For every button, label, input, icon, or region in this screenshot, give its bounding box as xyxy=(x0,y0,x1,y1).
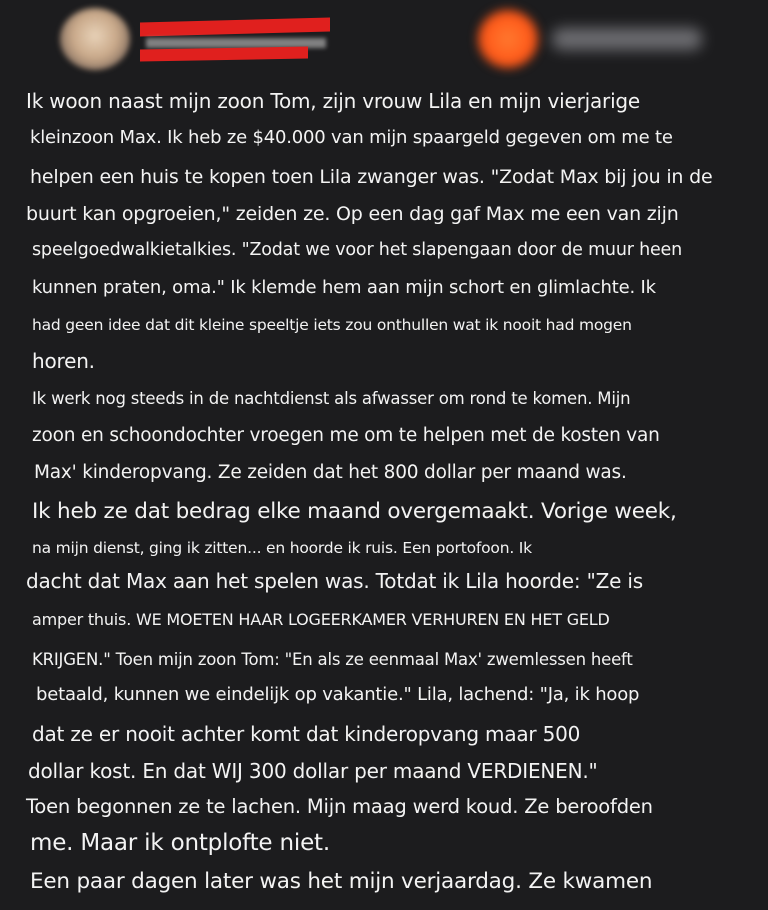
post-text-line: dacht dat Max aan het spelen was. Totdat ik Lila hoorde: "Ze is xyxy=(26,569,643,593)
post-text-line: buurt kan opgroeien," zeiden ze. Op een dag gaf Max me een van zijn xyxy=(26,203,679,225)
post-text-line: dat ze er nooit achter komt dat kinderopvang maar 500 xyxy=(32,722,581,746)
post-text-line: Ik heb ze dat bedrag elke maand overgemaakt. Vorige week, xyxy=(32,499,677,524)
post-text-line: zoon en schoondochter vroegen me om te helpen met de kosten van xyxy=(32,425,660,446)
post-text-line: KRIJGEN." Toen mijn zoon Tom: "En als ze eenmaal Max' zwemlessen heeft xyxy=(32,650,633,669)
post-text-line: kunnen praten, oma." Ik klemde hem aan mijn schort en glimlachte. Ik xyxy=(32,277,656,298)
post-text-line: horen. xyxy=(32,349,95,373)
post-text-line: helpen een huis te kopen toen Lila zwanger was. "Zodat Max bij jou in de xyxy=(30,166,713,188)
post-text-line: Max' kinderopvang. Ze zeiden dat het 800 dollar per maand was. xyxy=(34,462,627,483)
post-text-line: na mijn dienst, ging ik zitten... en hoorde ik ruis. Een portofoon. Ik xyxy=(32,539,532,557)
post-text-line: had geen idee dat dit kleine speeltje iets zou onthullen wat ik nooit had mogen xyxy=(32,316,632,334)
post-text-line: dollar kost. En dat WIJ 300 dollar per maand VERDIENEN." xyxy=(28,759,598,783)
post-text-line: Toen begonnen ze te lachen. Mijn maag werd koud. Ze beroofden xyxy=(26,795,653,818)
post-text-line: kleinzoon Max. Ik heb ze $40.000 van mijn spaargeld gegeven om me te xyxy=(30,127,673,148)
post-text-line: me. Maar ik ontplofte niet. xyxy=(30,830,330,856)
post-text-line: Ik werk nog steeds in de nachtdienst als afwasser om rond te komen. Mijn xyxy=(32,389,631,408)
post-text-line: Ik woon naast mijn zoon Tom, zijn vrouw Lila en mijn vierjarige xyxy=(26,89,641,113)
post-text-line: betaald, kunnen we eindelijk op vakantie." Lila, lachend: "Ja, ik hoop xyxy=(36,684,640,705)
post-text-line: amper thuis. WE MOETEN HAAR LOGEERKAMER VERHUREN EN HET GELD xyxy=(32,610,610,629)
post-text-line: Een paar dagen later was het mijn verjaardag. Ze kwamen xyxy=(30,869,653,894)
post-text-line: speelgoedwalkietalkies. "Zodat we voor het slapengaan door de muur heen xyxy=(32,240,682,260)
